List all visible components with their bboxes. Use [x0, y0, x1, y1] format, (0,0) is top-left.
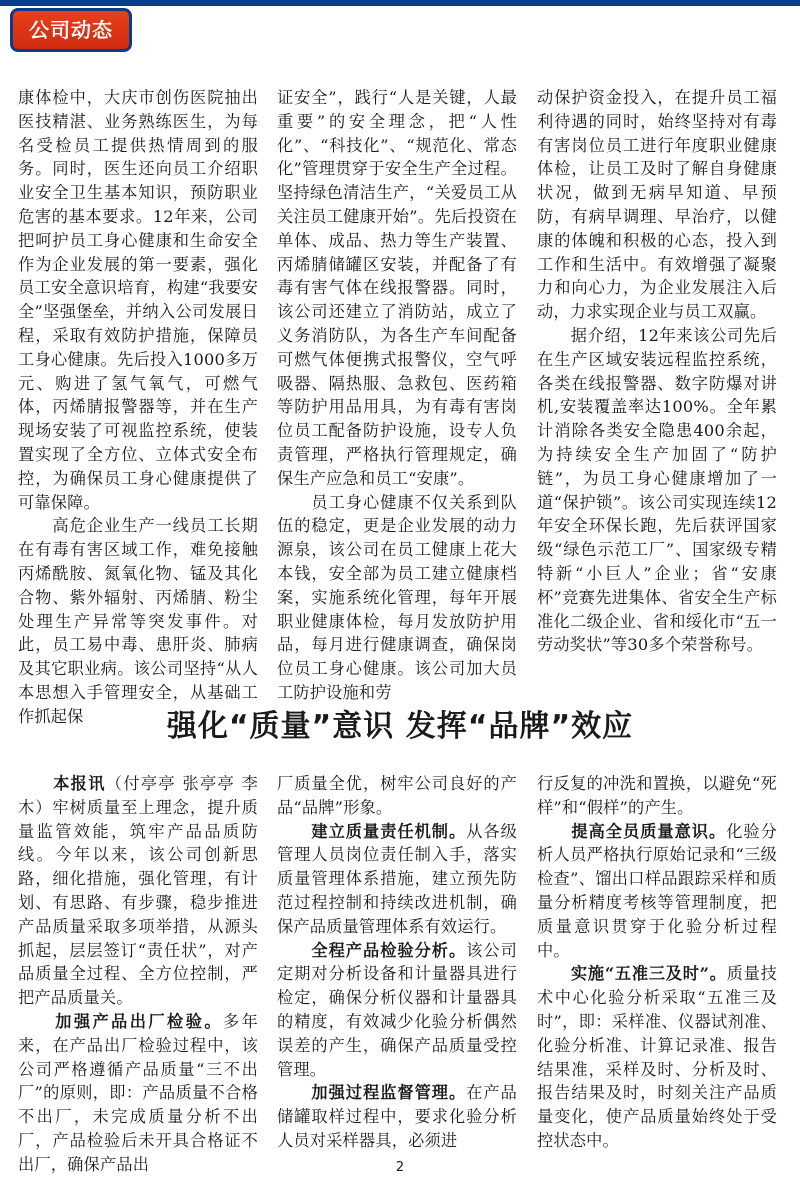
page-number: 2: [395, 1160, 405, 1175]
paragraph: 厂质量全优，树牢公司良好的产品“品牌”形象。: [277, 774, 517, 817]
article2-column-1: [18, 772, 259, 1174]
paragraph: 在产品储罐取样过程中，要求化验分析人员对采样器具，必须进: [277, 1083, 517, 1150]
article2-column-3: [537, 772, 777, 1150]
header-rule: [0, 0, 800, 6]
article1-column-2: 证安全”，践行“人是关键，人最重要”的安全理念，把“人性化”、“科技化”、“规范化、常态化”管理贯穿于安全生产全过程。坚持绿色清洁生产，“关爱员工从关注员工健康开始”。先后投资在单体、成品、热力等生产装置、丙烯腈储罐区安装，并配备了有毒有害气体在线报警器。同时，该公司还建立了消防站，成立了义务消防队，为各生产车间配备可燃气体便携式报警仪，空气呼吸器、隔热服、急救包、医药箱等防护用品用具，为有毒有害岗位员工配备防护设施，设专人负责管理，严格执行管理规定，确保生产应急和员工“安康”。 员工身心健康不仅关系到队伍的稳定，更是企业发展的动力源泉，该公司在员工健康上花大本钱，安全部为员工建立健康档案，实施系统化管理，每年开展职业健康体检，每月发放防护用品，每月进行健康调查，确保岗位员工身心健康。该公司加大员工防护设施和劳: [277, 88, 517, 702]
lead-label: 本报讯: [53, 774, 106, 793]
subheading-factory-inspection: 加强产品出厂检验。: [55, 1011, 223, 1031]
subheading-quality-awareness: 提高全员质量意识。: [571, 821, 727, 841]
lead-paragraph: （付亭亭 张亭亭 李木）牢树质量至上理念，提升质量监管效能，筑牢产品品质防线。今年以来，该公司创新思路，细化措施，强化管理，有计划、有思路、有步骤，稳步推进产品质量采取多项举措，从源头抓起，层层签订“责任状”，对产品质量全过程、全方位控制，严把产品质量关。: [18, 774, 259, 1008]
paragraph: 化验分析人员严格执行原始记录和“三级检查”、馏出口样品跟踪采样和质量分析精度考核等管理制度，把质量意识贯穿于化验分析过程中。: [537, 821, 777, 960]
paragraph: 多年来，在产品出厂检验过程中，该公司严格遵循产品质量“三不出厂”的原则，即：产品质量不合格不出厂，未完成质量分析不出厂，产品检验后未开具合格证不出厂，确保产品出: [18, 1011, 258, 1174]
paragraph: 行反复的冲洗和置换，以避免“死样”和“假样”的产生。: [537, 774, 777, 817]
section-tab: 公司动态: [10, 8, 132, 52]
article1-column-3: 动保护资金投入，在提升员工福利待遇的同时，始终坚持对有毒有害岗位员工进行年度职业健康体检，让员工及时了解自身健康状况，做到无病早知道、早预防，有病早调理、早治疗，以健康的体魄和积极的心态，投入到工作和生活中。有效增强了凝聚力和向心力，为企业发展注入后动，力求实现企业与员工双赢。 据介绍，12年来该公司先后在生产区域安装远程监控系统，各类在线报警器、数字防爆对讲机,安装覆盖率达100%。全年累计消除各类安全隐患400余起，为持续安全生产加固了“防护链”，为员工身心健康增加了一道“保护锁”。该公司实现连续12年安全环保长跑，先后获评国家级“绿色示范工厂”、国家级专精特新“小巨人”企业；省“安康杯”竞赛先进集体、省安全生产标准化二级企业、省和绥化市“五一劳动奖状”等30多个荣誉称号。: [537, 88, 777, 655]
paragraph: 该公司定期对分析设备和计量器具进行检定，确保分析仪器和计量器具的精度，有效减少化验分析偶然误差的产生，确保产品质量受控管理。: [277, 940, 517, 1079]
subheading-responsibility: 建立质量责任机制。: [311, 821, 467, 841]
article1-column-1: 康体检中，大庆市创伤医院抽出医技精湛、业务熟练医生，为每名受检员工提供热情周到的服务。同时，医生还向员工介绍职业安全卫生基本知识，预防职业危害的基本要求。12年来，公司把呵护员工身心健康和生命安全作为企业发展的第一要素，强化员工安全意识培育，构建“我要安全”坚强堡垒，并纳入公司发展日程，采取有效防护措施，保障员工身心健康。先后投入1000多万元、购进了氢气氧气，可燃气体，丙烯腈报警器等，并在生产现场安装了可视监控系统，使装置实现了全方位、立体式安全布控，为确保员工身心健康提供了可靠保障。 高危企业生产一线员工长期在有毒有害区域工作，难免接触丙烯酰胺、氮氧化物、锰及其化合物、紫外辐射、丙烯腈、粉尘处理生产异常等突发事件。对此，员工易中毒、患肝炎、肺病及其它职业病。该公司坚持“从人本思想入手管理安全，从基础工作抓起保: [18, 88, 258, 726]
subheading-process-supervision: 加强过程监督管理。: [311, 1083, 467, 1103]
article2-column-2: [277, 772, 517, 1150]
subheading-five-accuracies: 实施“五准三及时”。: [570, 964, 727, 984]
subheading-inspection-analysis: 全程产品检验分析。: [311, 940, 467, 960]
paragraph: 从各级管理人员岗位责任制入手，落实质量管理体系措施，建立预先防范过程控制和持续改进机制，确保产品质量管理体系有效运行。: [277, 821, 517, 936]
paragraph: 质量技术中心化验分析采取“五准三及时”，即：采样准、仪器试剂准、化验分析准、计算记录准、报告结果准，采样及时、分析及时、报告结果及时，时刻关注产品质量变化，使产品质量始终处于受控状态中。: [537, 964, 777, 1150]
article2-headline: 强化“质量”意识 发挥“品牌”效应: [166, 709, 634, 744]
